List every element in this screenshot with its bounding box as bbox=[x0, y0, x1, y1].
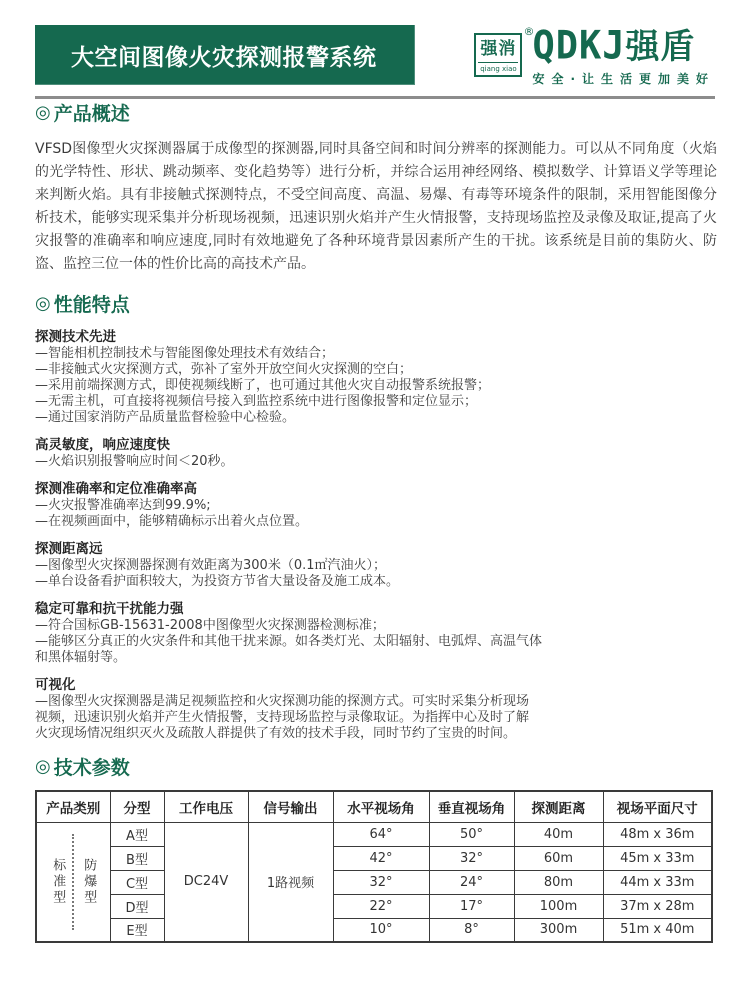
vfov-cell: 24° bbox=[429, 870, 514, 894]
feature-item: —采用前端探测方式，即使视频线断了，也可通过其他火灾自动报警系统报警； bbox=[35, 378, 491, 393]
feature-group-title: 探测距离远 bbox=[35, 541, 103, 557]
distance-cell: 40m bbox=[514, 822, 603, 846]
plane-size-cell: 48m x 36m bbox=[603, 822, 712, 846]
feature-group bbox=[35, 541, 715, 590]
distance-cell: 100m bbox=[514, 894, 603, 918]
header-cell-signal: 信号输出 bbox=[248, 791, 333, 822]
hfov-cell: 22° bbox=[333, 894, 429, 918]
table-row bbox=[36, 918, 712, 942]
model-cell: A型 bbox=[110, 822, 164, 846]
feature-group-title: 探测准确率和定位准确率高 bbox=[35, 481, 197, 497]
feature-item: —能够区分真正的火灾条件和其他干扰来源。如各类灯光、太阳辐射、电弧焊、高温气体和黑体辐射等。 bbox=[35, 634, 543, 665]
section-marker-icon: ◎ bbox=[35, 293, 51, 314]
feature-group-title: 探测技术先进 bbox=[35, 329, 116, 345]
feature-group bbox=[35, 481, 715, 530]
table-row bbox=[36, 822, 712, 846]
table-row bbox=[36, 894, 712, 918]
distance-cell: 80m bbox=[514, 870, 603, 894]
registered-trademark-icon: ® bbox=[523, 25, 535, 38]
brand-chinese: 强盾 bbox=[625, 27, 696, 67]
section-marker-icon: ◎ bbox=[35, 102, 51, 123]
brand-right bbox=[532, 22, 715, 87]
vertical-label-explosion-proof: 防爆型 bbox=[81, 857, 97, 906]
header-cell-category: 产品类别 bbox=[36, 791, 110, 822]
header-cell-voltage: 工作电压 bbox=[164, 791, 248, 822]
brand-latin: QDKJ bbox=[532, 22, 626, 69]
section-title: 技术参数 bbox=[53, 757, 130, 779]
feature-item: —火灾报警准确率达到99.9%; bbox=[35, 498, 211, 513]
feature-group-title: 稳定可靠和抗干扰能力强 bbox=[35, 601, 184, 617]
header-cell-model: 分型 bbox=[110, 791, 164, 822]
vfov-cell: 50° bbox=[429, 822, 514, 846]
feature-group bbox=[35, 677, 715, 742]
table-header-row bbox=[36, 791, 712, 822]
feature-group bbox=[35, 437, 715, 470]
seal-pinyin: qiang xiao bbox=[478, 62, 518, 73]
feature-item: —非接触式火灾探测方式，弥补了室外开放空间火灾探测的空白； bbox=[35, 362, 413, 377]
brand-wordmark bbox=[532, 22, 715, 69]
feature-item: —图像型火灾探测器探测有效距离为300米（0.1㎡汽油火）； bbox=[35, 558, 386, 573]
feature-group bbox=[35, 601, 715, 666]
feature-group-title: 可视化 bbox=[35, 677, 76, 693]
page-title: 大空间图像火灾探测报警系统 bbox=[71, 44, 377, 71]
brand-logo bbox=[474, 22, 715, 87]
hfov-cell: 64° bbox=[333, 822, 429, 846]
header-cell-distance: 探测距离 bbox=[514, 791, 603, 822]
seal-box-wrap bbox=[474, 25, 535, 77]
overview-body: VFSD图像型火灾探测器属于成像型的探测器,同时具备空间和时间分辨率的探测能力。可以从不同角度（火焰的光学特性、形状、跳动频率、变化趋势等）进行分析，并综合运用神经网络、模拟数学、计算语义学等理论来判断火焰。具有非接触式探测特点，不受空间高度、高温、易爆、有毒等环境条件的限制，采用智能图像分析技术，能够实现采集并分析现场视频，迅速识别火焰并产生火情报警，支持现场监控及录像及取证,提高了火灾报警的准确率和响应速度,同时有效地避免了各种环境背景因素所产生的干扰。该系统是目前的集防火、防盗、监控三位一体的性价比高的高技术产品。 bbox=[35, 141, 717, 272]
title-bar bbox=[35, 25, 415, 85]
header-cell-plane-size: 视场平面尺寸 bbox=[603, 791, 712, 822]
section-title: 性能特点 bbox=[53, 294, 130, 316]
brand-tagline: 安全·让生活更加美好 bbox=[532, 72, 715, 86]
feature-item: —无需主机，可直接将视频信号接入到监控系统中进行图像报警和定位显示； bbox=[35, 394, 478, 409]
plane-size-cell: 45m x 33m bbox=[603, 846, 712, 870]
model-cell: C型 bbox=[110, 870, 164, 894]
signal-cell: 1路视频 bbox=[248, 822, 333, 942]
vfov-cell: 32° bbox=[429, 846, 514, 870]
page-header bbox=[35, 0, 715, 88]
vfov-cell: 17° bbox=[429, 894, 514, 918]
feature-item: —图像型火灾探测器是满足视频监控和火灾探测功能的探测方式。可实时采集分析现场视频，迅速识别火焰并产生火情报警，支持现场监控与录像取证。为指挥中心及时了解火灾现场情况组织灭火及疏散人群提供了有效的技术手段，同时节约了宝贵的时间。 bbox=[35, 694, 530, 741]
model-cell: B型 bbox=[110, 846, 164, 870]
feature-list bbox=[35, 329, 715, 742]
feature-item: —火焰识别报警响应时间＜20秒。 bbox=[35, 454, 234, 469]
table-row bbox=[36, 846, 712, 870]
category-cell bbox=[36, 822, 110, 942]
specs-table bbox=[35, 790, 713, 943]
dotted-divider bbox=[72, 834, 74, 930]
feature-item: —通过国家消防产品质量监督检验中心检验。 bbox=[35, 410, 296, 425]
table-row bbox=[36, 870, 712, 894]
vertical-label-standard: 标准型 bbox=[50, 857, 66, 906]
distance-cell: 60m bbox=[514, 846, 603, 870]
feature-item: —在视频画面中，能够精确标示出着火点位置。 bbox=[35, 514, 309, 529]
plane-size-cell: 37m x 28m bbox=[603, 894, 712, 918]
header-cell-hfov: 水平视场角 bbox=[333, 791, 429, 822]
feature-item: —单台设备看护面积较大，为投资方节省大量设备及施工成本。 bbox=[35, 574, 400, 589]
section-heading-overview bbox=[35, 99, 715, 126]
feature-group-title: 高灵敏度，响应速度快 bbox=[35, 437, 170, 453]
vfov-cell: 8° bbox=[429, 918, 514, 942]
section-title: 产品概述 bbox=[53, 103, 130, 125]
section-heading-features bbox=[35, 290, 715, 317]
header-cell-vfov: 垂直视场角 bbox=[429, 791, 514, 822]
plane-size-cell: 44m x 33m bbox=[603, 870, 712, 894]
feature-item: —智能相机控制技术与智能图像处理技术有效结合； bbox=[35, 346, 335, 361]
model-cell: E型 bbox=[110, 918, 164, 942]
section-marker-icon: ◎ bbox=[35, 756, 51, 777]
model-cell: D型 bbox=[110, 894, 164, 918]
section-heading-specs bbox=[35, 753, 715, 780]
hfov-cell: 10° bbox=[333, 918, 429, 942]
hfov-cell: 42° bbox=[333, 846, 429, 870]
voltage-cell: DC24V bbox=[164, 822, 248, 942]
feature-group bbox=[35, 329, 715, 426]
seal-box bbox=[474, 33, 522, 77]
plane-size-cell: 51m x 40m bbox=[603, 918, 712, 942]
seal-text: 强消 bbox=[480, 39, 517, 59]
distance-cell: 300m bbox=[514, 918, 603, 942]
feature-item: —符合国标GB-15631-2008中图像型火灾探测器检测标准； bbox=[35, 618, 385, 633]
hfov-cell: 32° bbox=[333, 870, 429, 894]
